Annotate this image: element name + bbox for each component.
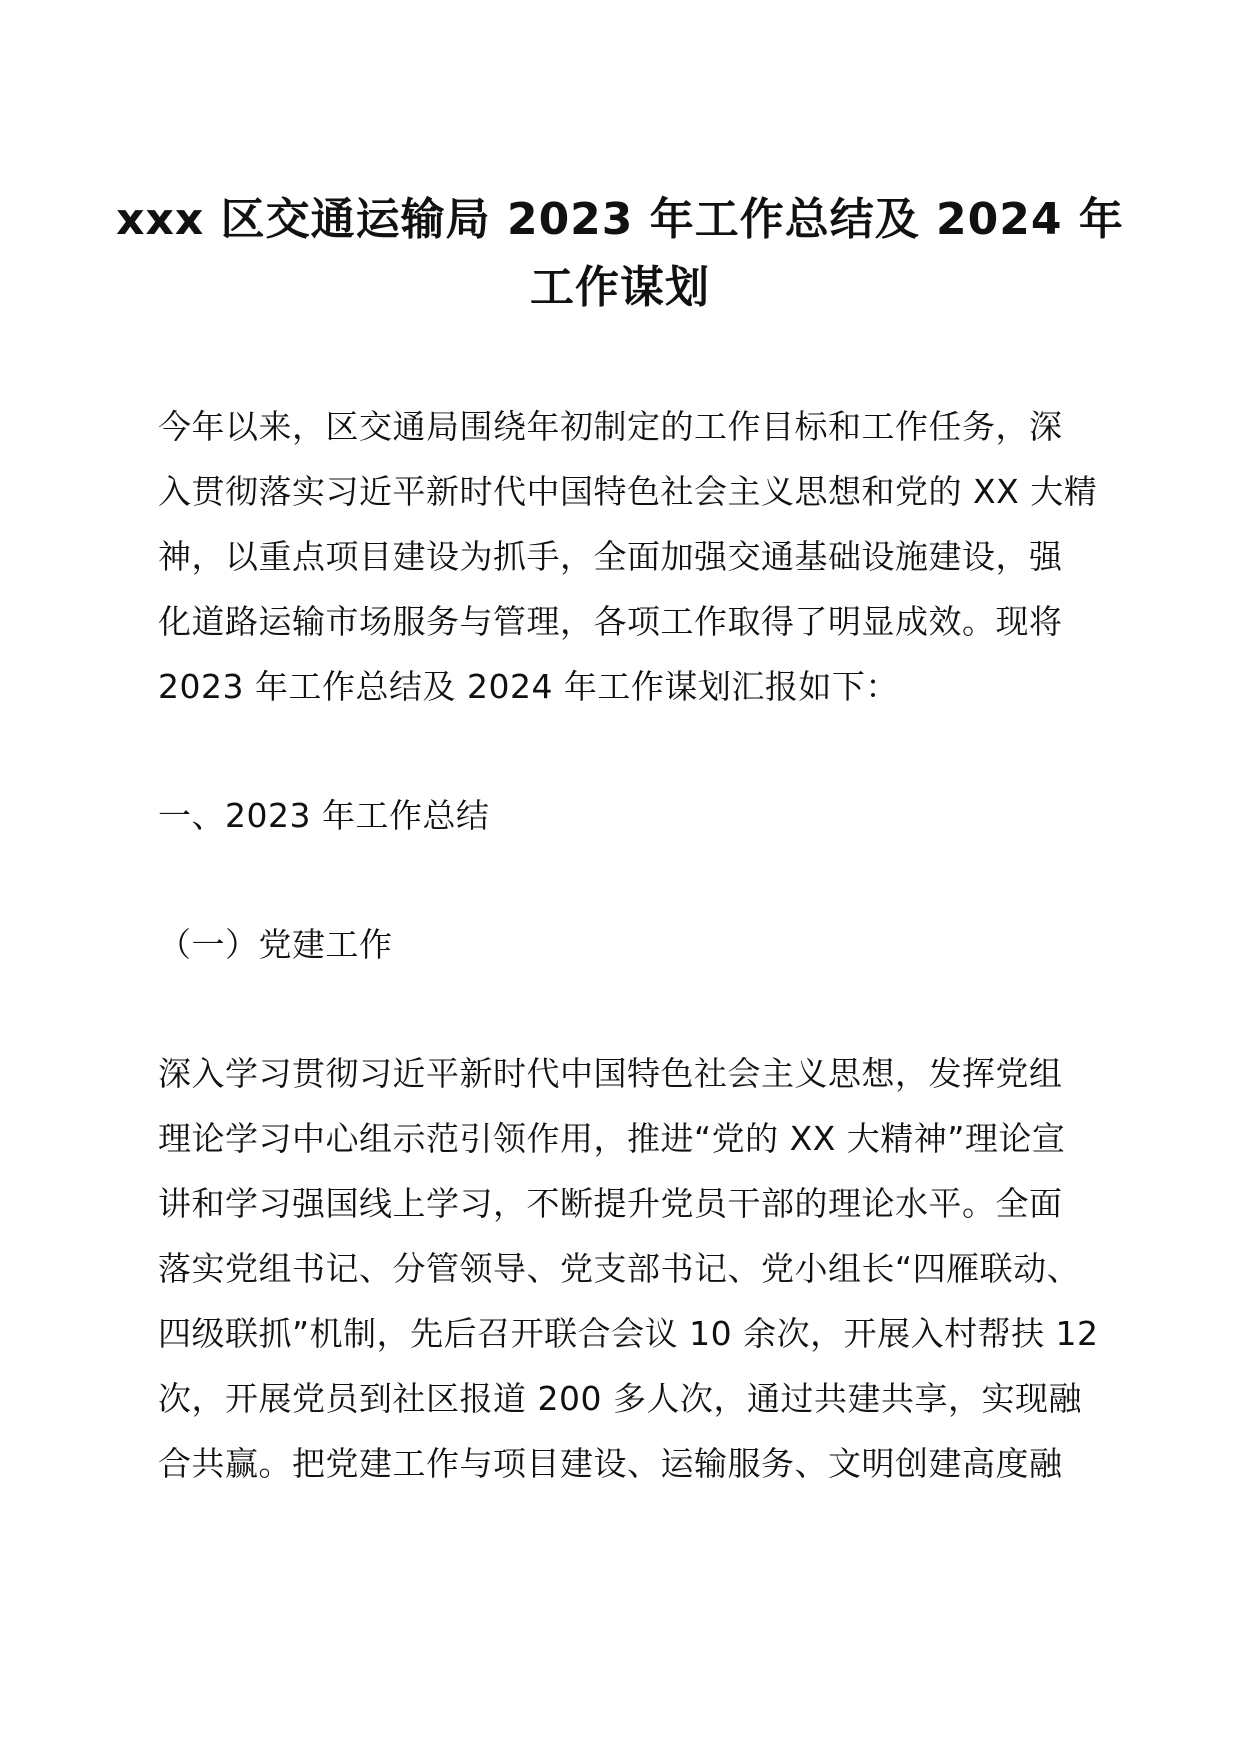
body-line-5: 四级联抓”机制，先后召开联合会议 10 余次，开展入村帮扶 12 xyxy=(158,1314,1099,1353)
body-line-1: 深入学习贯彻习近平新时代中国特色社会主义思想，发挥党组 xyxy=(158,1054,1063,1093)
body-line-4: 落实党组书记、分管领导、党支部书记、党小组长“四雁联动、 xyxy=(158,1249,1081,1288)
document-title-line-1: xxx 区交通运输局 2023 年工作总结及 2024 年 xyxy=(116,194,1124,245)
intro-line-4: 化道路运输市场服务与管理，各项工作取得了明显成效。现将 xyxy=(158,602,1063,641)
body-line-3: 讲和学习强国线上学习，不断提升党员干部的理论水平。全面 xyxy=(158,1184,1063,1223)
section-heading: 一、2023 年工作总结 xyxy=(158,796,490,835)
intro-line-2: 入贯彻落实习近平新时代中国特色社会主义思想和党的 XX 大精 xyxy=(158,472,1098,511)
subsection-heading: （一）党建工作 xyxy=(158,925,393,964)
intro-line-1: 今年以来，区交通局围绕年初制定的工作目标和工作任务，深 xyxy=(158,407,1063,446)
intro-line-5: 2023 年工作总结及 2024 年工作谋划汇报如下： xyxy=(158,667,899,706)
document-title-line-2: 工作谋划 xyxy=(530,262,710,313)
body-line-2: 理论学习中心组示范引领作用，推进“党的 XX 大精神”理论宣 xyxy=(158,1119,1066,1158)
body-line-6: 次，开展党员到社区报道 200 多人次，通过共建共享，实现融 xyxy=(158,1379,1082,1418)
body-line-7: 合共赢。把党建工作与项目建设、运输服务、文明创建高度融 xyxy=(158,1444,1063,1483)
intro-line-3: 神，以重点项目建设为抓手，全面加强交通基础设施建设，强 xyxy=(158,537,1063,576)
